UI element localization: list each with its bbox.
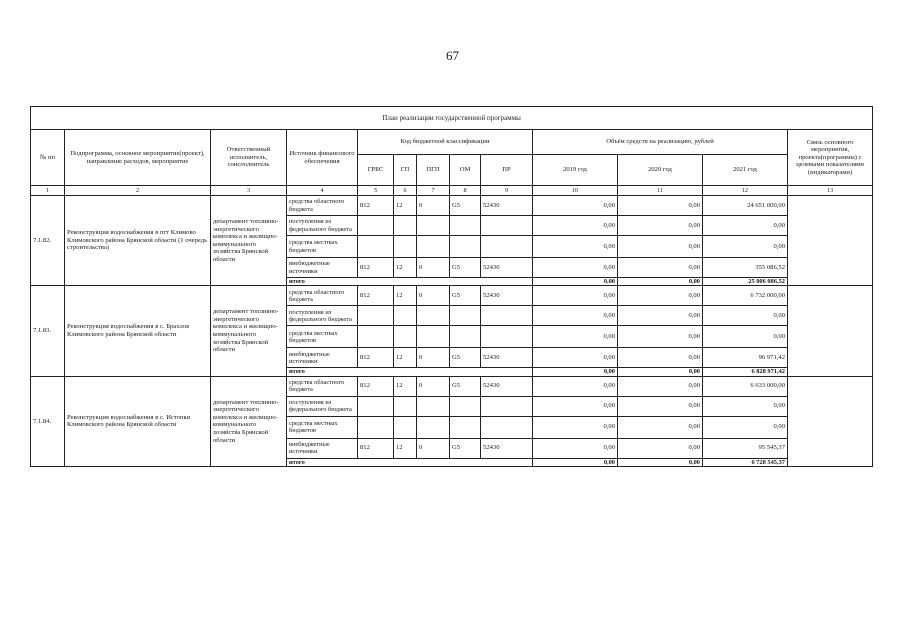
amount-2019: 0,00 xyxy=(533,216,618,236)
project-name: Реконструкция водоснабжения в пгт Климово Климовского района Брянской области (1 очередь строительства) xyxy=(65,196,211,286)
header-funds-group: Объём средств на реализацию, рублей xyxy=(533,130,788,155)
amount-2019: 0,00 xyxy=(533,236,618,258)
header-pgp: ПГП xyxy=(417,155,450,186)
code-om: G5 xyxy=(450,286,481,306)
amount-2021: 0,00 xyxy=(703,416,788,438)
amount-2020: 0,00 xyxy=(618,376,703,396)
header-budget-code-group: Код бюджетной классификации xyxy=(358,130,533,155)
amount-2019: 0,00 xyxy=(533,416,618,438)
header-no: № пп xyxy=(31,130,65,186)
code-pgp xyxy=(417,396,450,416)
code-grbs xyxy=(358,396,394,416)
code-gp xyxy=(394,396,417,416)
code-pr: 52430 xyxy=(481,438,533,458)
amount-2019: 0,00 xyxy=(533,258,618,278)
code-gp: 12 xyxy=(394,438,417,458)
amount-2021: 355 086,52 xyxy=(703,258,788,278)
column-number: 11 xyxy=(618,186,703,196)
column-number: 10 xyxy=(533,186,618,196)
code-pr: 52430 xyxy=(481,286,533,306)
code-om xyxy=(450,326,481,348)
project-name: Реконструкция водоснабжения в с. Брахлов Климовского района Брянской области xyxy=(65,286,211,376)
amount-2021: 0,00 xyxy=(703,326,788,348)
code-gp xyxy=(394,236,417,258)
code-grbs xyxy=(358,416,394,438)
code-grbs: 812 xyxy=(358,196,394,216)
code-om xyxy=(450,416,481,438)
code-pr xyxy=(481,416,533,438)
code-pgp: 0 xyxy=(417,348,450,368)
total-2019: 0,00 xyxy=(533,278,618,286)
responsible-executor: департамент топливно-энергетического комплекса и жилищно-коммунального хозяйства Брянской области xyxy=(211,376,287,466)
code-pgp: 0 xyxy=(417,286,450,306)
funding-source: поступления из федерального бюджета xyxy=(287,216,358,236)
column-number: 13 xyxy=(788,186,873,196)
indicator-link-cell xyxy=(788,286,873,376)
code-pgp: 0 xyxy=(417,438,450,458)
amount-2019: 0,00 xyxy=(533,326,618,348)
code-pgp: 0 xyxy=(417,196,450,216)
amount-2019: 0,00 xyxy=(533,306,618,326)
code-om xyxy=(450,236,481,258)
header-2019: 2019 год xyxy=(533,155,618,186)
code-pr xyxy=(481,306,533,326)
amount-2019: 0,00 xyxy=(533,348,618,368)
code-om: G5 xyxy=(450,376,481,396)
code-gp xyxy=(394,216,417,236)
code-pr xyxy=(481,236,533,258)
amount-2020: 0,00 xyxy=(618,196,703,216)
code-pgp xyxy=(417,216,450,236)
header-subprogram: Подпрограмма, основное мероприятие(проект), направление расходов, мероприятие xyxy=(65,130,211,186)
amount-2021: 6 732 000,00 xyxy=(703,286,788,306)
column-number: 6 xyxy=(394,186,417,196)
header-source: Источник финансового обеспечения xyxy=(287,130,358,186)
total-2019: 0,00 xyxy=(533,458,618,466)
total-2021: 6 828 971,42 xyxy=(703,368,788,376)
code-pr: 52430 xyxy=(481,348,533,368)
code-pgp xyxy=(417,306,450,326)
header-2020: 2020 год xyxy=(618,155,703,186)
code-pgp: 0 xyxy=(417,258,450,278)
column-number: 8 xyxy=(450,186,481,196)
total-2020: 0,00 xyxy=(618,368,703,376)
column-number: 12 xyxy=(703,186,788,196)
total-2021: 6 728 545,37 xyxy=(703,458,788,466)
amount-2020: 0,00 xyxy=(618,258,703,278)
amount-2020: 0,00 xyxy=(618,286,703,306)
amount-2020: 0,00 xyxy=(618,396,703,416)
amount-2021: 0,00 xyxy=(703,396,788,416)
row-index: 7.1.83. xyxy=(31,286,65,376)
code-pr: 52430 xyxy=(481,258,533,278)
funding-source: средства местных бюджетов xyxy=(287,326,358,348)
header-link: Связь основного мероприятия, проекта(программы) с целевыми показателями (индикаторами) xyxy=(788,130,873,186)
code-pr xyxy=(481,326,533,348)
code-om xyxy=(450,396,481,416)
amount-2020: 0,00 xyxy=(618,216,703,236)
responsible-executor: департамент топливно-энергетического комплекса и жилищно-коммунального хозяйства Брянской области xyxy=(211,286,287,376)
code-grbs xyxy=(358,236,394,258)
total-label: итого xyxy=(287,278,533,286)
total-2021: 25 006 086,52 xyxy=(703,278,788,286)
amount-2021: 95 545,37 xyxy=(703,438,788,458)
page-number: 67 xyxy=(446,48,459,63)
funding-source: поступления из федерального бюджета xyxy=(287,306,358,326)
column-number: 9 xyxy=(481,186,533,196)
amount-2020: 0,00 xyxy=(618,306,703,326)
funding-source: средства местных бюджетов xyxy=(287,416,358,438)
amount-2019: 0,00 xyxy=(533,396,618,416)
header-om: ОМ xyxy=(450,155,481,186)
code-gp: 12 xyxy=(394,348,417,368)
code-pgp xyxy=(417,326,450,348)
amount-2020: 0,00 xyxy=(618,326,703,348)
code-pgp xyxy=(417,236,450,258)
header-pr: ПР xyxy=(481,155,533,186)
amount-2020: 0,00 xyxy=(618,236,703,258)
column-number: 3 xyxy=(211,186,287,196)
code-grbs xyxy=(358,216,394,236)
funding-source: средства местных бюджетов xyxy=(287,236,358,258)
code-pr: 52430 xyxy=(481,196,533,216)
code-om: G5 xyxy=(450,348,481,368)
amount-2021: 0,00 xyxy=(703,216,788,236)
amount-2021: 6 633 000,00 xyxy=(703,376,788,396)
funding-source: внебюджетные источники xyxy=(287,258,358,278)
code-gp: 12 xyxy=(394,196,417,216)
header-2021: 2021 год xyxy=(703,155,788,186)
funding-source: средства областного бюджета xyxy=(287,286,358,306)
code-pgp xyxy=(417,416,450,438)
amount-2019: 0,00 xyxy=(533,196,618,216)
total-label: итого xyxy=(287,458,533,466)
amount-2020: 0,00 xyxy=(618,348,703,368)
funding-source: средства областного бюджета xyxy=(287,196,358,216)
indicator-link-cell xyxy=(788,376,873,466)
code-pr xyxy=(481,396,533,416)
indicator-link-cell xyxy=(788,196,873,286)
code-gp xyxy=(394,416,417,438)
column-number: 1 xyxy=(31,186,65,196)
column-numbers-row xyxy=(31,186,873,196)
funding-source: внебюджетные источники xyxy=(287,438,358,458)
total-2020: 0,00 xyxy=(618,458,703,466)
code-om: G5 xyxy=(450,258,481,278)
code-gp xyxy=(394,306,417,326)
code-grbs: 812 xyxy=(358,348,394,368)
total-label: итого xyxy=(287,368,533,376)
code-grbs xyxy=(358,306,394,326)
code-grbs: 812 xyxy=(358,286,394,306)
code-pr xyxy=(481,216,533,236)
amount-2020: 0,00 xyxy=(618,416,703,438)
table-row xyxy=(31,376,873,396)
amount-2019: 0,00 xyxy=(533,376,618,396)
program-plan-table xyxy=(30,106,873,467)
responsible-executor: департамент топливно-энергетического комплекса и жилищно-коммунального хозяйства Брянской области xyxy=(211,196,287,286)
code-om xyxy=(450,216,481,236)
code-pgp: 0 xyxy=(417,376,450,396)
project-name: Реконструкция водоснабжения в с. Истопки Климовского района Брянской области xyxy=(65,376,211,466)
code-gp xyxy=(394,326,417,348)
amount-2019: 0,00 xyxy=(533,286,618,306)
code-pr: 52430 xyxy=(481,376,533,396)
code-om: G5 xyxy=(450,438,481,458)
table-row xyxy=(31,196,873,216)
header-gp: ГП xyxy=(394,155,417,186)
amount-2021: 96 971,42 xyxy=(703,348,788,368)
column-number: 4 xyxy=(287,186,358,196)
funding-source: средства областного бюджета xyxy=(287,376,358,396)
code-grbs: 812 xyxy=(358,258,394,278)
header-responsible: Ответственный исполнитель, соисполнитель xyxy=(211,130,287,186)
code-gp: 12 xyxy=(394,376,417,396)
code-om xyxy=(450,306,481,326)
column-number: 2 xyxy=(65,186,211,196)
row-index: 7.1.84. xyxy=(31,376,65,466)
column-number: 5 xyxy=(358,186,394,196)
total-2019: 0,00 xyxy=(533,368,618,376)
code-grbs: 812 xyxy=(358,376,394,396)
code-om: G5 xyxy=(450,196,481,216)
total-2020: 0,00 xyxy=(618,278,703,286)
funding-source: внебюджетные источники xyxy=(287,348,358,368)
amount-2021: 0,00 xyxy=(703,236,788,258)
amount-2019: 0,00 xyxy=(533,438,618,458)
header-grbs: ГРБС xyxy=(358,155,394,186)
table-title: План реализации государственной программы xyxy=(31,107,873,130)
funding-source: поступления из федерального бюджета xyxy=(287,396,358,416)
amount-2021: 0,00 xyxy=(703,306,788,326)
amount-2020: 0,00 xyxy=(618,438,703,458)
code-grbs xyxy=(358,326,394,348)
code-gp: 12 xyxy=(394,258,417,278)
code-gp: 12 xyxy=(394,286,417,306)
table-row xyxy=(31,286,873,306)
amount-2021: 24 651 000,00 xyxy=(703,196,788,216)
column-number: 7 xyxy=(417,186,450,196)
code-grbs: 812 xyxy=(358,438,394,458)
row-index: 7.1.82. xyxy=(31,196,65,286)
